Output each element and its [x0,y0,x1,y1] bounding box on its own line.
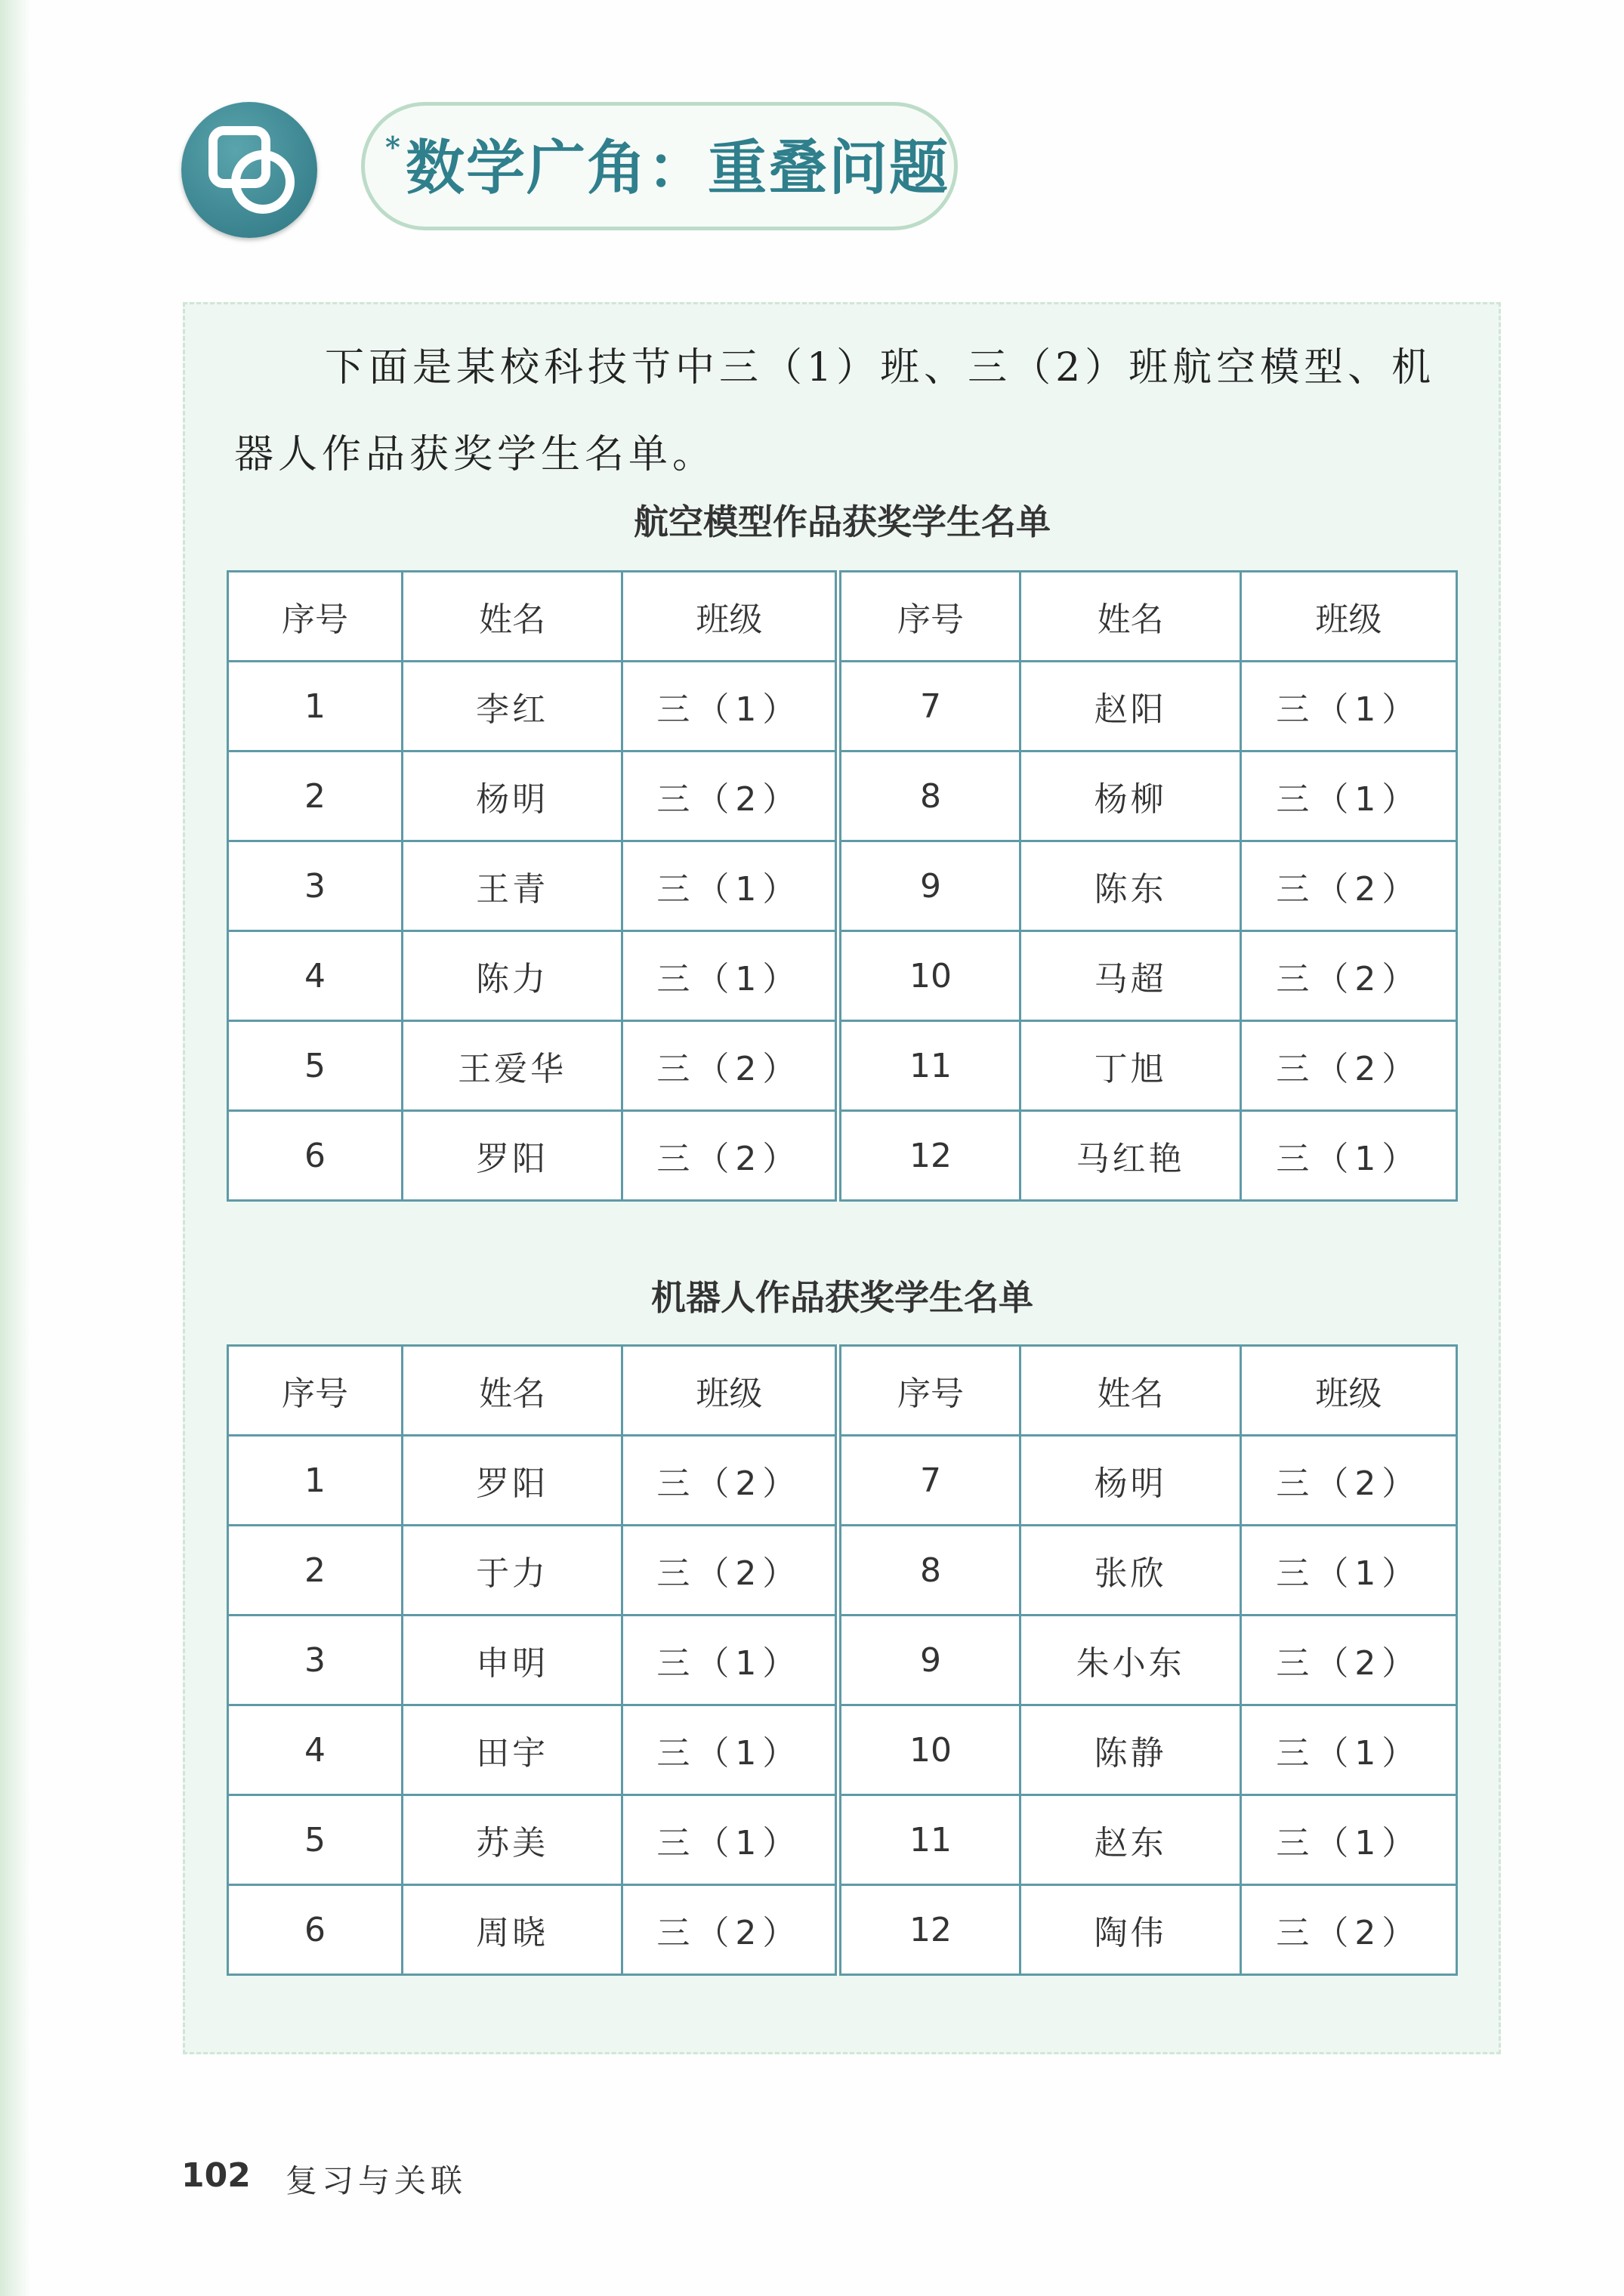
serial-cell: 10 [838,931,1020,1021]
table-row [228,1705,1457,1795]
table-row [228,751,1457,841]
student-name-cell: 陈力 [402,931,622,1021]
class-cell: 三（2） [622,1885,838,1975]
serial-cell: 8 [838,751,1020,841]
class-cell: 三（2） [622,1021,838,1111]
serial-cell: 2 [228,751,403,841]
student-name-cell: 张欣 [1020,1526,1240,1616]
column-header: 班级 [622,1346,838,1436]
serial-cell: 3 [228,1616,403,1705]
table-row [228,1021,1457,1111]
table-row [228,1111,1457,1201]
page-edge [0,0,30,2296]
serial-cell: 6 [228,1885,403,1975]
class-cell: 三（1） [1240,1705,1456,1795]
table-caption-robot: 机器人作品获奖学生名单 [651,1277,1033,1318]
class-cell: 三（2） [1240,1436,1456,1526]
serial-cell: 11 [838,1021,1020,1111]
class-cell: 三（1） [622,1705,838,1795]
serial-cell: 1 [228,1436,403,1526]
student-name-cell: 杨柳 [1020,751,1240,841]
serial-cell: 4 [228,931,403,1021]
student-name-cell: 陈静 [1020,1705,1240,1795]
serial-cell: 6 [228,1111,403,1201]
section-name: 复习与关联 [286,2162,468,2199]
serial-cell: 2 [228,1526,403,1616]
column-header: 序号 [228,572,403,662]
overlap-squares-icon [181,102,317,238]
student-name-cell: 马红艳 [1020,1111,1240,1201]
student-name-cell: 田宇 [402,1705,622,1795]
student-name-cell: 赵东 [1020,1795,1240,1885]
serial-cell: 7 [838,1436,1020,1526]
class-cell: 三（2） [622,1111,838,1201]
class-cell: 三（2） [622,751,838,841]
serial-cell: 4 [228,1705,403,1795]
class-cell: 三（2） [622,1526,838,1616]
class-cell: 三（1） [1240,1795,1456,1885]
serial-cell: 8 [838,1526,1020,1616]
column-header: 姓名 [1020,572,1240,662]
column-header: 序号 [228,1346,403,1436]
class-cell: 三（1） [622,1795,838,1885]
optional-star: * [385,130,400,164]
aviation-award-table [227,570,1458,1202]
student-name-cell: 罗阳 [402,1111,622,1201]
serial-cell: 7 [838,662,1020,751]
serial-cell: 11 [838,1795,1020,1885]
student-name-cell: 陈东 [1020,841,1240,931]
class-cell: 三（1） [622,931,838,1021]
column-header: 班级 [622,572,838,662]
serial-cell: 3 [228,841,403,931]
student-name-cell: 李红 [402,662,622,751]
class-cell: 三（1） [622,841,838,931]
student-name-cell: 申明 [402,1616,622,1705]
page-title: 数学广角：重叠问题 [406,134,950,202]
student-name-cell: 于力 [402,1526,622,1616]
table-row [228,841,1457,931]
table-row [228,1526,1457,1616]
column-header: 序号 [838,1346,1020,1436]
serial-cell: 12 [838,1111,1020,1201]
serial-cell: 5 [228,1021,403,1111]
class-cell: 三（2） [622,1436,838,1526]
serial-cell: 1 [228,662,403,751]
column-header: 姓名 [402,1346,622,1436]
student-name-cell: 王青 [402,841,622,931]
student-name-cell: 杨明 [1020,1436,1240,1526]
table-row [228,1436,1457,1526]
student-name-cell: 苏美 [402,1795,622,1885]
table-header-row [228,1346,1457,1436]
student-name-cell: 朱小东 [1020,1616,1240,1705]
student-name-cell: 丁旭 [1020,1021,1240,1111]
serial-cell: 9 [838,1616,1020,1705]
class-cell: 三（1） [622,1616,838,1705]
class-cell: 三（1） [622,662,838,751]
serial-cell: 12 [838,1885,1020,1975]
class-cell: 三（2） [1240,1885,1456,1975]
student-name-cell: 罗阳 [402,1436,622,1526]
table-caption-aviation: 航空模型作品获奖学生名单 [634,501,1051,542]
page-number: 102 [181,2156,251,2195]
student-name-cell: 王爱华 [402,1021,622,1111]
serial-cell: 10 [838,1705,1020,1795]
column-header: 姓名 [1020,1346,1240,1436]
table-row [228,1795,1457,1885]
column-header: 序号 [838,572,1020,662]
student-name-cell: 杨明 [402,751,622,841]
student-name-cell: 马超 [1020,931,1240,1021]
robot-award-table [227,1344,1458,1976]
column-header: 姓名 [402,572,622,662]
student-name-cell: 赵阳 [1020,662,1240,751]
class-cell: 三（2） [1240,1616,1456,1705]
student-name-cell: 周晓 [402,1885,622,1975]
student-name-cell: 陶伟 [1020,1885,1240,1975]
table-row [228,1616,1457,1705]
column-header: 班级 [1240,1346,1456,1436]
class-cell: 三（2） [1240,1021,1456,1111]
class-cell: 三（1） [1240,1111,1456,1201]
table-row [228,1885,1457,1975]
table-row [228,662,1457,751]
class-cell: 三（2） [1240,841,1456,931]
serial-cell: 5 [228,1795,403,1885]
class-cell: 三（1） [1240,662,1456,751]
table-header-row [228,572,1457,662]
class-cell: 三（1） [1240,1526,1456,1616]
serial-cell: 9 [838,841,1020,931]
class-cell: 三（1） [1240,751,1456,841]
table-row [228,931,1457,1021]
intro-paragraph: 下面是某校科技节中三（1）班、三（2）班航空模型、机器人作品获奖学生名单。 [234,345,1436,477]
column-header: 班级 [1240,572,1456,662]
class-cell: 三（2） [1240,931,1456,1021]
